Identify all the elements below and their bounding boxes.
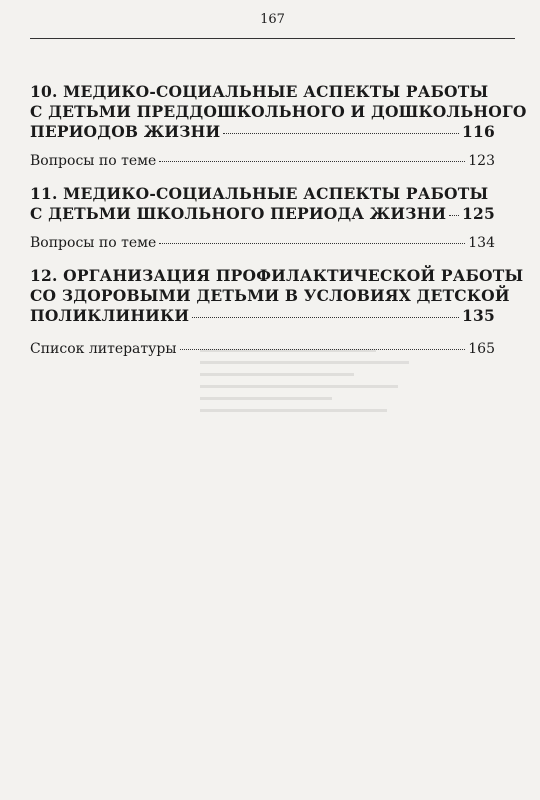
toc-page-number: 165 bbox=[468, 341, 495, 357]
leader-dots bbox=[159, 161, 465, 162]
header-divider bbox=[30, 38, 515, 39]
toc-subentry-title: Список литературы bbox=[30, 341, 177, 357]
toc-entry-title-line: С ДЕТЬМИ ШКОЛЬНОГО ПЕРИОДА ЖИЗНИ bbox=[30, 204, 447, 223]
toc-entry-10[interactable] bbox=[30, 82, 527, 142]
leader-dots bbox=[223, 133, 459, 134]
toc-entry-title-line: 11. МЕДИКО-СОЦИАЛЬНЫЕ АСПЕКТЫ РАБОТЫ bbox=[30, 184, 489, 203]
toc-subentry-questions-10[interactable] bbox=[30, 152, 495, 170]
table-of-contents bbox=[30, 82, 527, 358]
toc-entry-title-line: СО ЗДОРОВЫМИ ДЕТЬМИ В УСЛОВИЯХ ДЕТСКОЙ bbox=[30, 286, 510, 305]
toc-page-number: 135 bbox=[462, 306, 495, 325]
toc-subentry-title: Вопросы по теме bbox=[30, 235, 157, 251]
toc-entry-title-line: ПОЛИКЛИНИКИ bbox=[30, 306, 190, 325]
toc-entry-11[interactable] bbox=[30, 184, 495, 224]
toc-entry-title-line: 12. ОРГАНИЗАЦИЯ ПРОФИЛАКТИЧЕСКОЙ РАБОТЫ bbox=[30, 266, 524, 285]
toc-entry-references[interactable] bbox=[30, 340, 495, 358]
toc-entry-title-line: С ДЕТЬМИ ПРЕДДОШКОЛЬНОГО И ДОШКОЛЬНОГО bbox=[30, 102, 527, 121]
leader-dots bbox=[192, 317, 459, 318]
toc-page-number: 125 bbox=[462, 204, 495, 223]
toc-subentry-questions-11[interactable] bbox=[30, 234, 495, 252]
toc-page-number: 134 bbox=[468, 235, 495, 251]
toc-subentry-title: Вопросы по теме bbox=[30, 153, 157, 169]
toc-page-number: 123 bbox=[468, 153, 495, 169]
toc-page-number: 116 bbox=[462, 122, 495, 141]
leader-dots bbox=[449, 215, 459, 216]
toc-entry-title-line: 10. МЕДИКО-СОЦИАЛЬНЫЕ АСПЕКТЫ РАБОТЫ bbox=[30, 82, 489, 101]
toc-entry-title-line: ПЕРИОДОВ ЖИЗНИ bbox=[30, 122, 221, 141]
leader-dots bbox=[159, 243, 465, 244]
toc-entry-12[interactable] bbox=[30, 266, 524, 326]
page-number: 167 bbox=[260, 12, 285, 27]
leader-dots bbox=[180, 349, 466, 350]
